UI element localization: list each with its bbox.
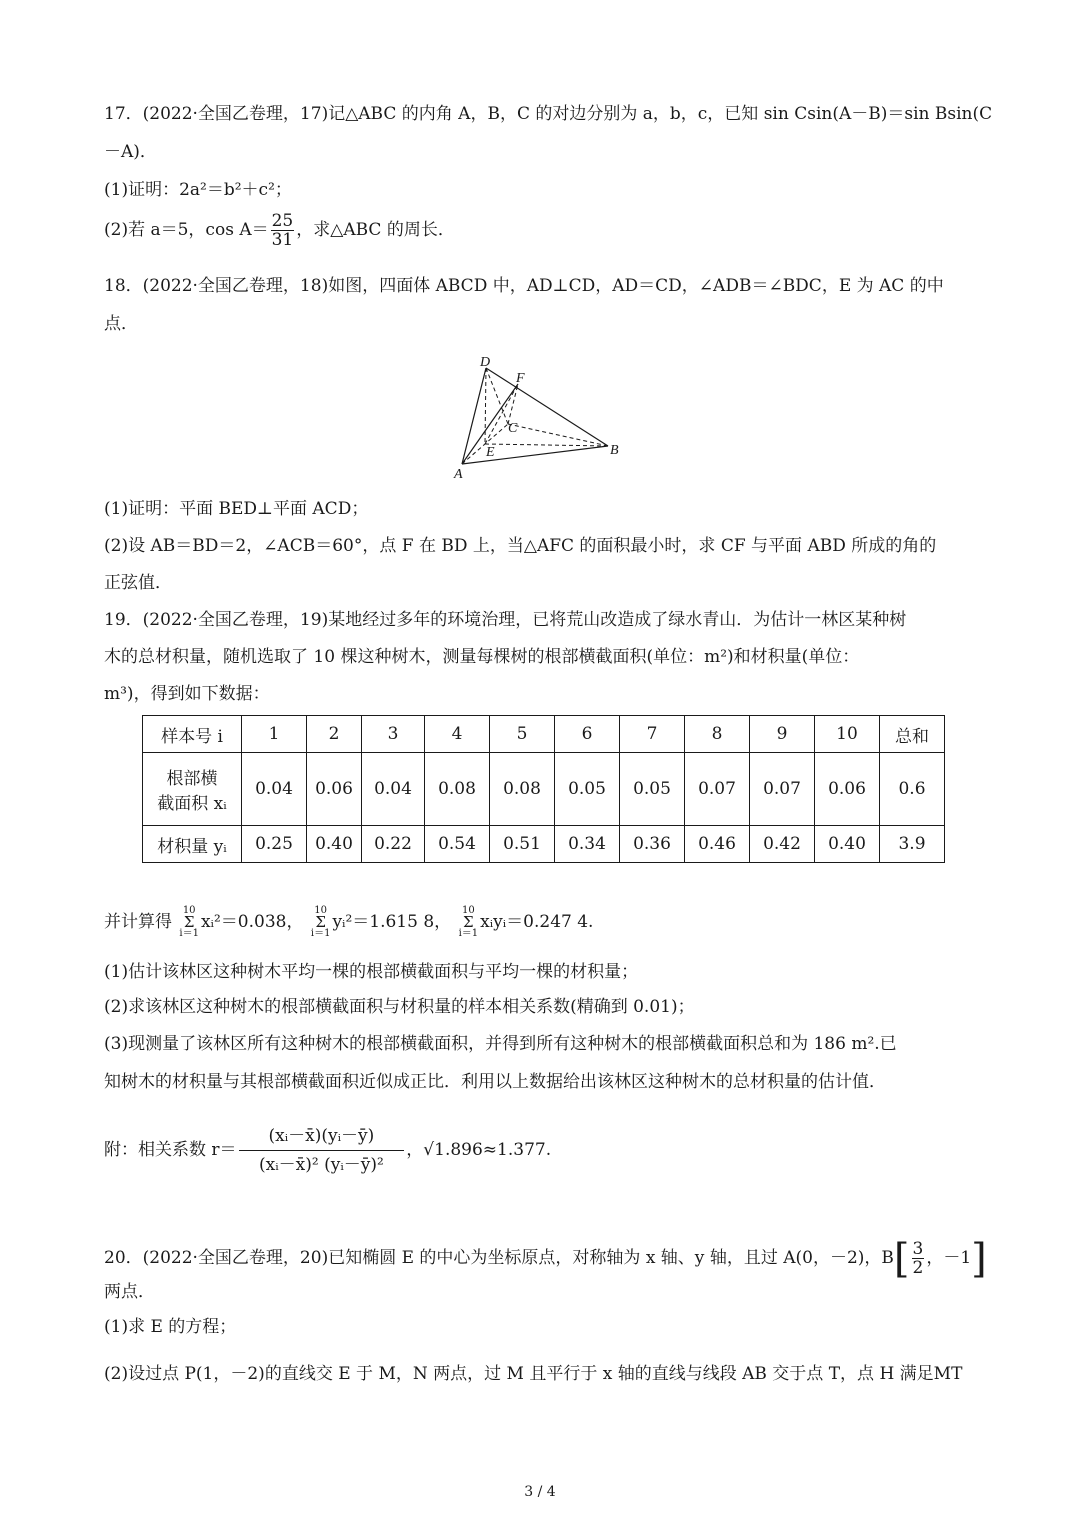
q18-part2a: (2)设 AB＝BD＝2，∠ACB＝60°，点 F 在 BD 上，当△AFC 的面积最小时，求 CF 与平面 ABD 所成的角的 <box>104 536 937 556</box>
q19-part3a: (3)现测量了该林区所有这种树木的根部横截面积，并得到所有这种树木的根部横截面积总和为 186 m².已 <box>104 1034 897 1054</box>
label-e: E <box>486 445 495 460</box>
table-row-y: 材积量 yᵢ 0.25 0.40 0.22 0.54 0.51 0.34 0.36 0.46 0.42 0.40 3.9 <box>143 826 945 863</box>
page-number: 3 / 4 <box>524 1484 556 1500</box>
q17-line1: 17．(2022·全国乙卷理，17)记△ABC 的内角 A，B，C 的对边分别为 a，b，c，已知 sin Csin(A－B)＝sin Bsin(C <box>104 104 993 124</box>
q20-line1: 20．(2022·全国乙卷理，20)已知椭圆 E 的中心为坐标原点，对称轴为 x 轴、y 轴，且过 A(0，－2)，B[ $\frac{3}{2}$ ，－1] <box>104 1235 987 1282</box>
sum-symbol: 10 Σ i＝1 <box>458 905 479 939</box>
fraction: $\frac{3}{2}$ <box>912 1239 924 1278</box>
q20-part1: (1)求 E 的方程； <box>104 1317 237 1337</box>
label-c: C <box>508 421 518 436</box>
q19-part1: (1)估计该林区这种树木平均一棵的根部横截面积与平均一棵的材积量； <box>104 962 639 982</box>
q19-note: 附：相关系数 r＝ $\frac{\text{(xᵢ－x̄)(yᵢ－ȳ)}}{\text{(xᵢ－x̄)² (yᵢ－ȳ)²}}$ ，√1.896≈1.377. <box>104 1122 551 1179</box>
q19-calc: 并计算得 10 Σ i＝1xᵢ²＝0.038， 10 Σ i＝1yᵢ²＝1.615 8， 10 Σ i＝1xᵢyᵢ＝0.247 4. <box>104 905 594 939</box>
sum-symbol: 10 Σ i＝1 <box>179 905 199 939</box>
table-row-header: 样本号 i 1 2 3 4 5 6 7 8 9 10 总和 <box>143 716 945 753</box>
data-table <box>142 715 945 863</box>
edge-db <box>486 368 608 446</box>
q19-line1: 19．(2022·全国乙卷理，19)某地经过多年的环境治理，已将荒山改造成了绿水青山．为估计一林区某种树 <box>104 610 907 630</box>
q17-part1: (1)证明：2a²＝b²＋c²； <box>104 180 292 200</box>
q19-part2: (2)求该林区这种树木的根部横截面积与材积量的样本相关系数(精确到 0.01)； <box>104 997 695 1017</box>
edge-de <box>485 368 486 444</box>
q20-part2: (2)设过点 P(1，－2)的直线交 E 于 M，N 两点，过 M 且平行于 x 轴的直线与线段 AB 交于点 T，点 H 满足MT <box>104 1364 963 1384</box>
q20-line2: 两点． <box>104 1282 155 1302</box>
q18-part1: (1)证明：平面 BED⊥平面 ACD； <box>104 499 369 519</box>
tetrahedron-figure <box>446 352 626 482</box>
q19-part3b: 知树木的材积量与其根部横截面积近似成正比．利用以上数据给出该林区这种树木的总材积量的估计值． <box>104 1072 886 1092</box>
q18-line1: 18．(2022·全国乙卷理，18)如图，四面体 ABCD 中，AD⊥CD，AD＝CD，∠ADB＝∠BDC，E 为 AC 的中 <box>104 276 944 296</box>
fraction: $\frac{25}{31}$ <box>271 211 294 250</box>
edge-da <box>462 368 486 464</box>
label-d: D <box>480 355 491 370</box>
q17-line2: －A)． <box>104 142 157 162</box>
sum-symbol: 10 Σ i＝1 <box>310 905 331 939</box>
edge-eb <box>485 444 608 446</box>
label-b: B <box>610 443 619 458</box>
q19-line3: m³)，得到如下数据： <box>104 684 270 704</box>
edge-cf <box>508 384 518 424</box>
correlation-formula: $\frac{\text{(xᵢ－x̄)(yᵢ－ȳ)}}{\text{(xᵢ－x̄)² (yᵢ－ȳ)²}}$ <box>239 1122 405 1179</box>
label-f: F <box>516 371 525 386</box>
q19-line2: 木的总材积量，随机选取了 10 棵这种树木，测量每棵树的根部横截面积(单位：m²)和材积量(单位： <box>104 647 860 667</box>
edge-cb <box>508 424 608 446</box>
q17-part2: (2)若 a＝5，cos A＝ $\frac{25}{31}$ ，求△ABC 的周长． <box>104 211 455 250</box>
q18-part2b: 正弦值． <box>104 573 172 593</box>
edge-ab <box>462 446 608 464</box>
q18-line2: 点． <box>104 314 138 334</box>
label-a: A <box>454 467 463 482</box>
table-row-x: 根部横 截面积 xᵢ 0.04 0.06 0.04 0.08 0.08 0.05 0.05 0.07 0.07 0.06 0.6 <box>143 753 945 826</box>
edge-dc <box>486 368 508 424</box>
